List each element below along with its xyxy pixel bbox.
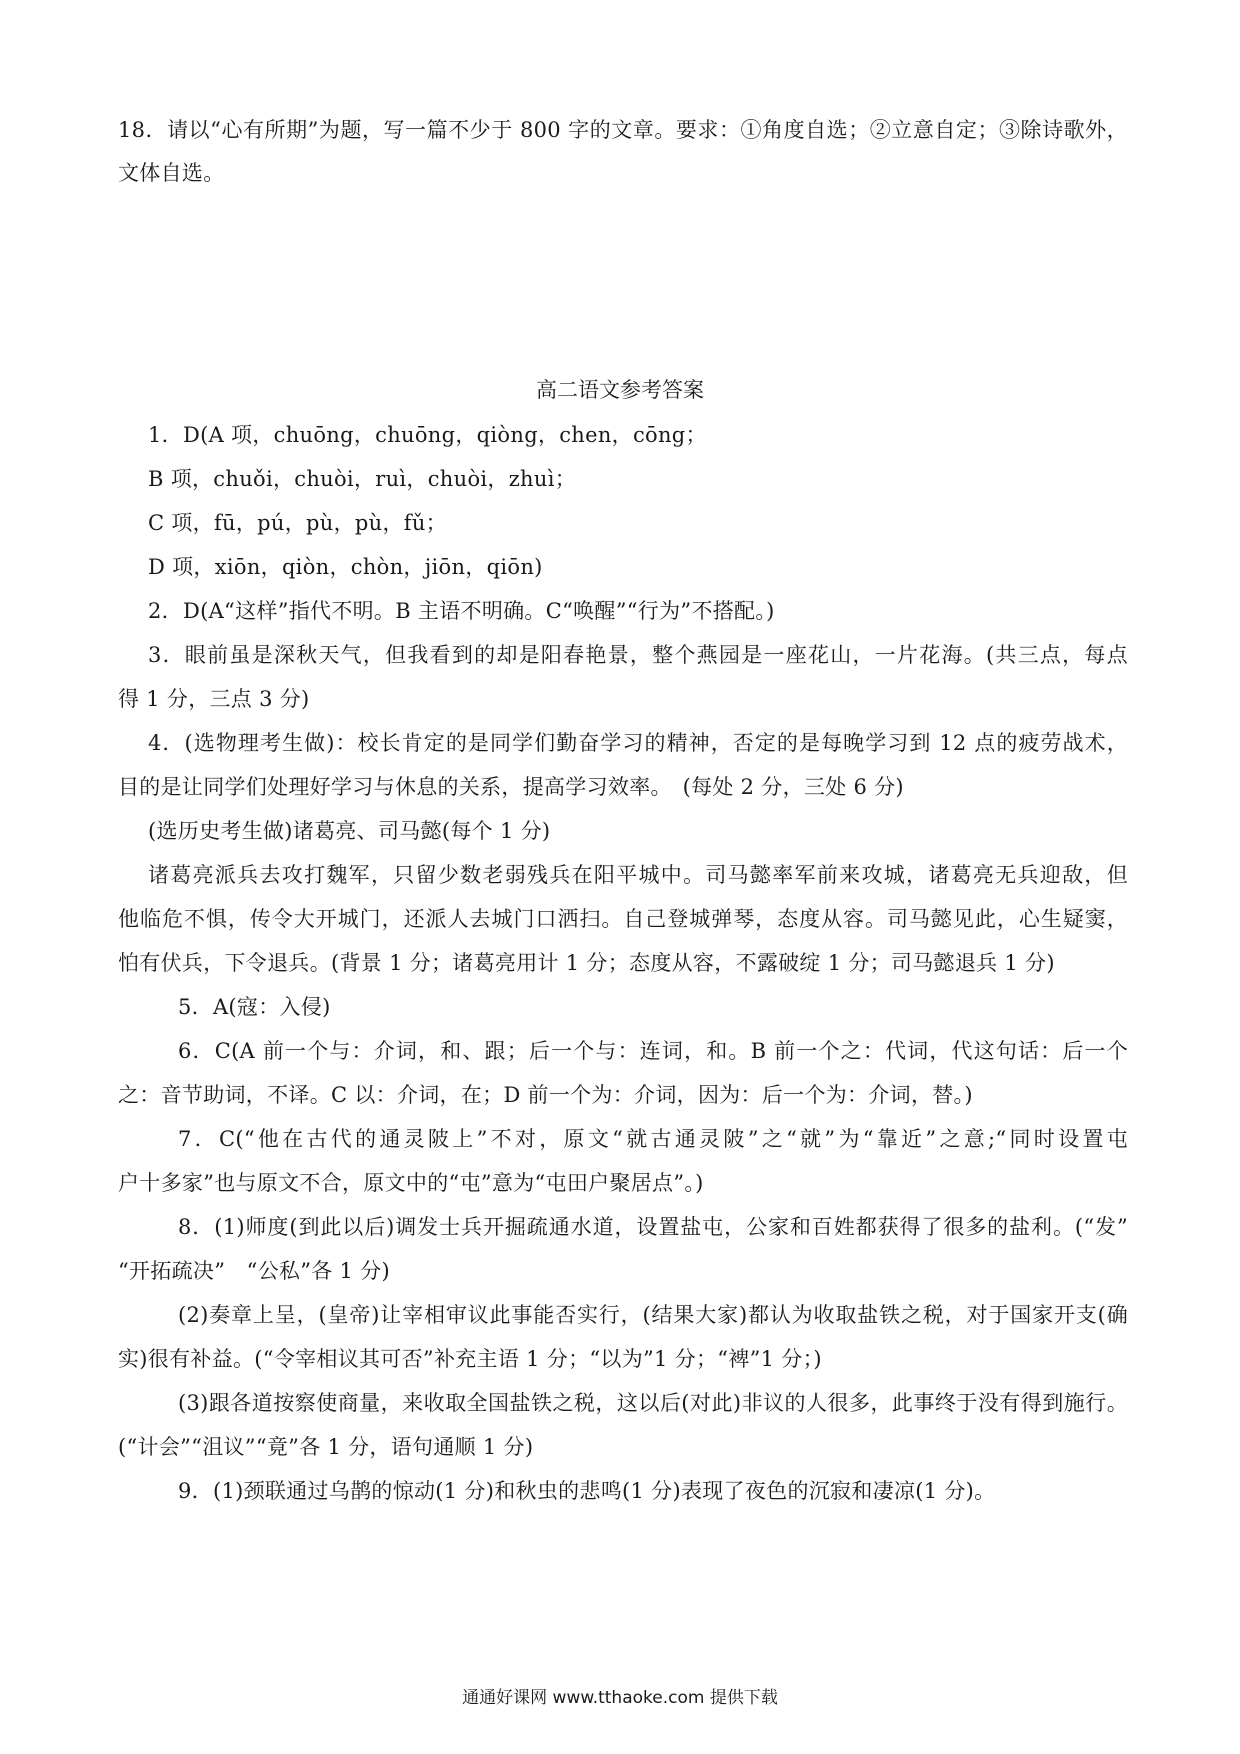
- question-18-line-1: 18．请以“心有所期”为题，写一篇不少于 800 字的文章。要求：①角度自选；②立意自定；③除诗歌外，: [118, 118, 1128, 142]
- answer-4-story-line-a: 诸葛亮派兵去攻打魏军，只留少数老弱残兵在阳平城中。司马懿率军前来攻城，诸葛亮无兵迎敌，但: [148, 863, 1128, 887]
- answer-8-2-line-a: (2)奏章上呈，(皇帝)让宰相审议此事能否实行，(结果大家)都认为收取盐铁之税，对于国家开支(确: [178, 1303, 1128, 1327]
- answer-4-story-line-b: 他临危不惧，传令大开城门，还派人去城门口洒扫。自己登城弹琴，态度从容。司马懿见此，心生疑窦，: [118, 907, 1128, 931]
- answer-7-line-a: 7．C(“他在古代的通灵陂上”不对，原文“就古通灵陂”之“就”为“靠近”之意;“同时设置屯: [178, 1127, 1128, 1151]
- answer-8-3-line-b: (“计会”“沮议”“竟”各 1 分，语句通顺 1 分): [118, 1435, 534, 1459]
- answer-4-story-line-c: 怕有伏兵，下令退兵。(背景 1 分；诸葛亮用计 1 分；态度从容，不露破绽 1 分；司马懿退兵 1 分): [118, 951, 1055, 975]
- answer-7-line-b: 户十多家”也与原文不合，原文中的“屯”意为“屯田户聚居点”。): [118, 1171, 704, 1195]
- answer-5: 5．A(寇：入侵): [178, 995, 331, 1019]
- answer-1-line-b: B 项，chuǒi，chuòi，ruì，chuòi，zhuì；: [148, 467, 577, 491]
- answer-8-3-line-a: (3)跟各道按察使商量，来收取全国盐铁之税，这以后(对此)非议的人很多，此事终于没有得到施行。: [178, 1391, 1128, 1415]
- question-18-line-2: 文体自选。: [118, 161, 225, 185]
- answer-8-1-line-b: “开拓疏决” “公私”各 1 分): [118, 1259, 390, 1283]
- answer-6-line-b: 之：音节助词，不译。C 以：介词，在；D 前一个为：介词，因为：后一个为：介词，替。): [118, 1083, 973, 1107]
- answer-9: 9．(1)颈联通过乌鹊的惊动(1 分)和秋虫的悲鸣(1 分)表现了夜色的沉寂和凄凉(1 分)。: [178, 1479, 996, 1503]
- answer-4-line-b: 目的是让同学们处理好学习与休息的关系，提高学习效率。 (每处 2 分，三处 6 分): [118, 775, 904, 799]
- answer-2: 2．D(A“这样”指代不明。B 主语不明确。C“唤醒”“行为”不搭配。): [148, 599, 775, 623]
- answer-3-line-a: 3．眼前虽是深秋天气，但我看到的却是阳春艳景，整个燕园是一座花山，一片花海。(共三点，每点: [148, 643, 1128, 667]
- page-footer: 通通好课网 www.tthaoke.com 提供下载: [462, 1688, 778, 1708]
- answer-1-line-d: D 项，xiōn，qiòn，chòn，jiōn，qiōn): [148, 555, 543, 579]
- answer-4-line-a: 4．(选物理考生做)：校长肯定的是同学们勤奋学习的精神，否定的是每晚学习到 12 点的疲劳战术，: [148, 731, 1128, 755]
- answer-4-history: (选历史考生做)诸葛亮、司马懿(每个 1 分): [148, 819, 551, 843]
- answer-1-line-a: 1．D(A 项，chuōng，chuōng，qiòng，chen，cōng；: [148, 423, 707, 447]
- answer-title: 高二语文参考答案: [536, 378, 704, 402]
- answer-6-line-a: 6．C(A 前一个与：介词，和、跟；后一个与：连词，和。B 前一个之：代词，代这句话：后一个: [178, 1039, 1128, 1063]
- answer-8-1-line-a: 8．(1)师度(到此以后)调发士兵开掘疏通水道，设置盐屯，公家和百姓都获得了很多的盐利。(“发”: [178, 1215, 1128, 1239]
- answer-8-2-line-b: 实)很有补益。(“令宰相议其可否”补充主语 1 分；“以为”1 分；“裨”1 分；): [118, 1347, 822, 1371]
- answer-1-line-c: C 项，fū，pú，pù，pù，fǔ；: [148, 511, 447, 535]
- answer-3-line-b: 得 1 分，三点 3 分): [118, 687, 310, 711]
